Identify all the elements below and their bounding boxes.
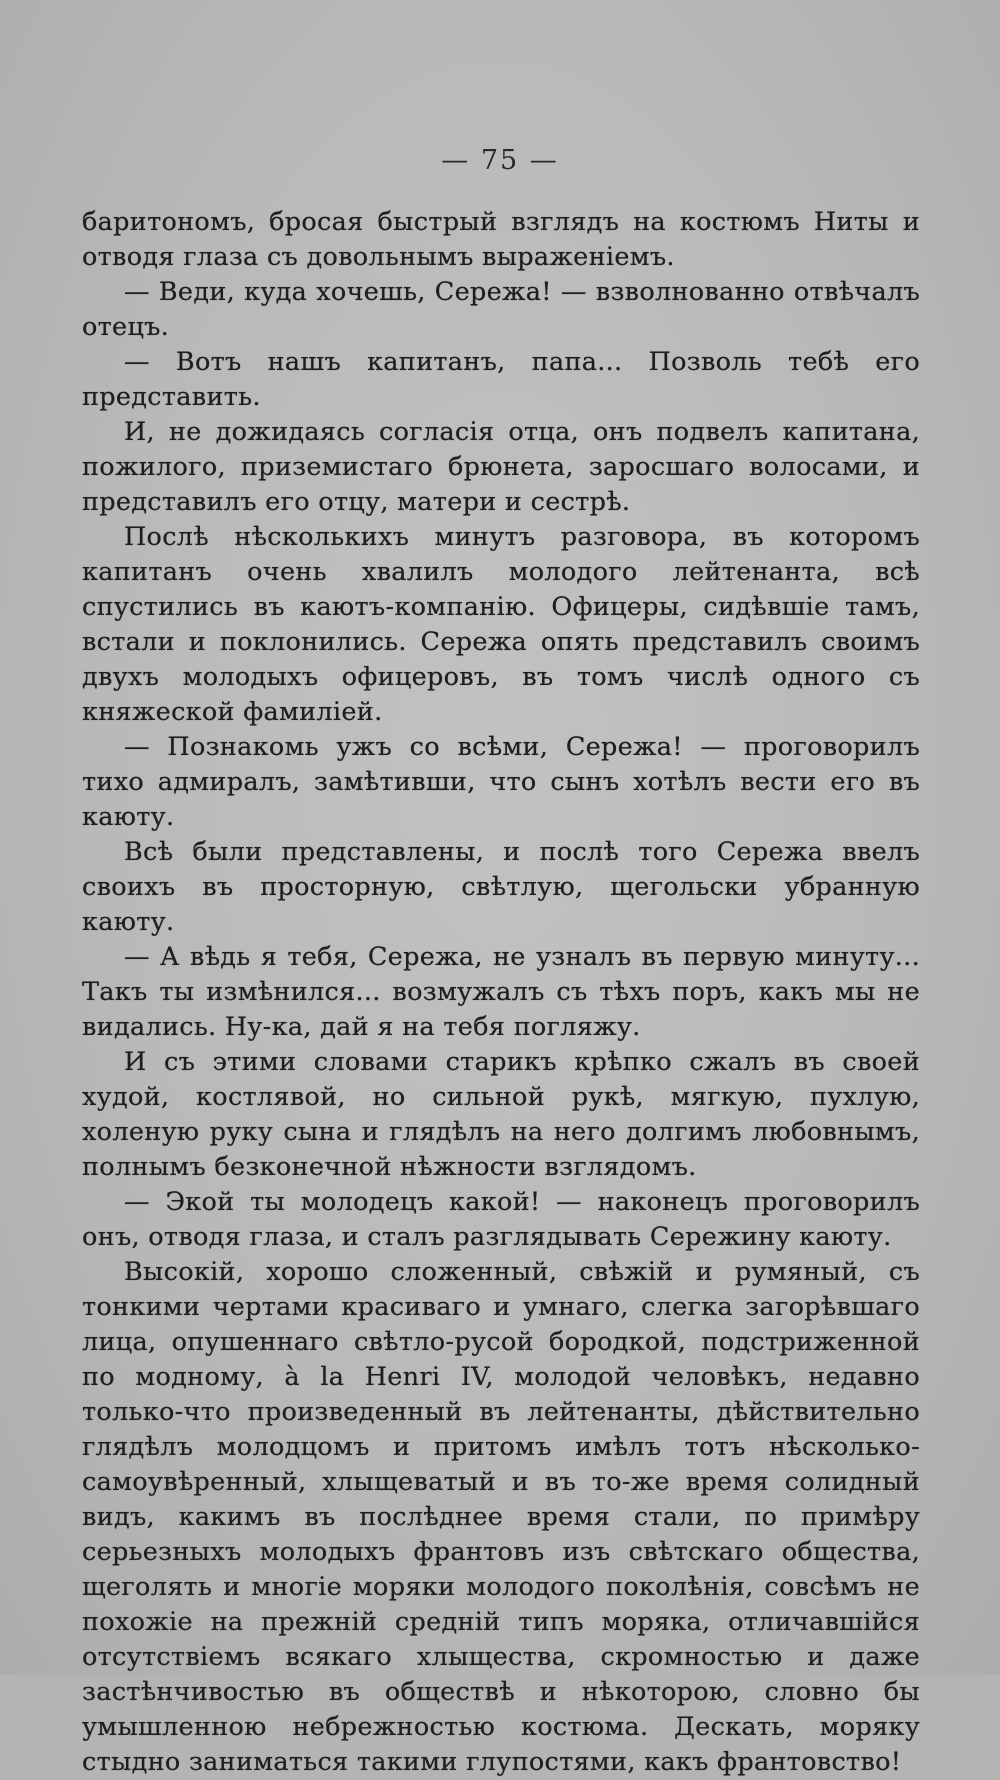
paragraph: — Познакомь ужъ со всѣми, Сережа! — проговорилъ тихо адмиралъ, замѣтивши, что сынъ хотѣлъ вести его въ каюту. (82, 732, 920, 832)
paragraph: Послѣ нѣсколькихъ минутъ разговора, въ которомъ капитанъ очень хвалилъ молодого лейтенанта, всѣ спустились въ каютъ-компанію. Офицеры, сидѣвшіе тамъ, встали и поклонились. Сережа опять представилъ своимъ двухъ молодыхъ офицеровъ, въ томъ числѣ одного съ княжеской фамиліей. (82, 522, 920, 727)
paragraph: И, не дожидаясь согласія отца, онъ подвелъ капитана, пожилого, приземистаго брюнета, заросшаго волосами, и представилъ его отцу, матери и сестрѣ. (82, 417, 920, 517)
paragraph: И съ этими словами старикъ крѣпко сжалъ въ своей худой, костлявой, но сильной рукѣ, мягкую, пухлую, холеную руку сына и глядѣлъ на него долгимъ любовнымъ, полнымъ безконечной нѣжности взглядомъ. (82, 1047, 920, 1182)
paragraph: — Вотъ нашъ капитанъ, папа... Позволь тебѣ его представить. (82, 347, 920, 412)
paragraph: Высокій, хорошо сложенный, свѣжій и румяный, съ тонкими чертами красиваго и умнаго, слегка загорѣвшаго лица, опушеннаго свѣтло-русой бородкой, подстриженной по модному, à la Henri IV, молодой человѣкъ, недавно только-что произведенный въ лейтенанты, дѣйствительно глядѣлъ молодцомъ и притомъ имѣлъ тотъ нѣсколько-самоувѣренный, хлыщеватый и въ то-же время солидный видъ, какимъ въ послѣднее время стали, по примѣру серьезныхъ молодыхъ франтовъ изъ свѣтскаго общества, щеголять и многіе моряки молодого поколѣнія, совсѣмъ не похожіе на прежній средній типъ моряка, отличавшійся отсутствіемъ всякаго хлыщества, скромностью и даже застѣнчивостью въ обществѣ и нѣкоторою, словно бы умышленною небрежностью костюма. Дескать, моряку стыдно заниматься такими глупостями, какъ франтовство! (82, 1257, 920, 1777)
paragraph: Всѣ были представлены, и послѣ того Сережа ввелъ своихъ въ просторную, свѣтлую, щегольски убранную каюту. (82, 837, 920, 937)
paragraph: — Экой ты молодецъ какой! — наконецъ проговорилъ онъ, отводя глаза, и сталъ разглядывать Сережину каюту. (82, 1187, 920, 1252)
paragraph: баритономъ, бросая быстрый взглядъ на костюмъ Ниты и отводя глаза съ довольнымъ выраженіемъ. (82, 207, 920, 272)
page-number: — 75 — (441, 145, 559, 176)
paragraph: — А вѣдь я тебя, Сережа, не узналъ въ первую минуту... Такъ ты измѣнился... возмужалъ съ тѣхъ поръ, какъ мы не видались. Ну-ка, дай я на тебя погляжу. (82, 942, 920, 1042)
paragraph: — Веди, куда хочешь, Сережа! — взволнованно отвѣчалъ отецъ. (82, 277, 920, 342)
body-text (82, 205, 920, 1780)
